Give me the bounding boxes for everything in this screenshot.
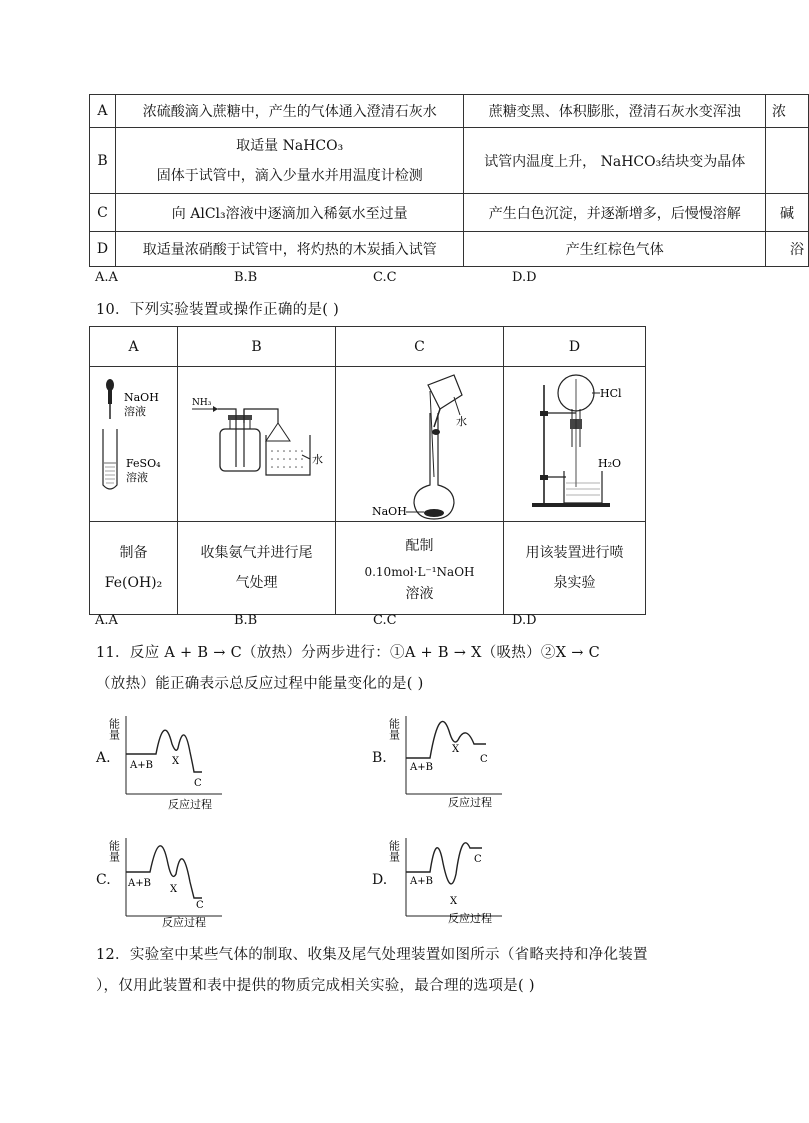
option-c[interactable]: C.C [373,270,397,285]
question-11-line-2: （放热）能正确表示总反应过程中能量变化的是( ) [96,676,424,692]
header-a: A [90,327,178,367]
graph-a-letter[interactable]: A. [96,750,111,766]
graph-a-xlabel: 反应过程 [168,798,212,811]
graph-b-letter[interactable]: B. [372,750,387,766]
graph-b-ab: A+B [410,762,433,773]
operation-cell: 浓硫酸滴入蔗糖中，产生的气体通入澄清石灰水 [115,95,463,128]
phenomenon-cell: 产生白色沉淀，并逐渐增多，后慢慢溶解 [464,194,766,232]
operation-line-2: 固体于试管中，滴入少量水并用温度计检测 [156,167,423,184]
graph-b-xlabel: 反应过程 [448,796,492,809]
conclusion-cell: 浓 [765,95,808,128]
row-key: A [90,95,116,128]
energy-graph-d [387,824,510,936]
hcl-label: HCl [600,387,622,400]
desc-c [336,522,504,615]
ammonia-collection-diagram [178,367,335,517]
fountain-experiment-diagram [504,367,645,517]
graph-d-c: C [474,854,482,865]
desc-c-line-1: 配制 [405,538,434,554]
q10-option-b[interactable]: B.B [234,613,258,628]
graph-b-ylabel: 能量 [387,718,401,740]
conclusion-cell: 碱 [765,194,808,232]
conclusion-cell: 浴 [765,232,808,267]
apparatus-d-cell [504,367,646,522]
desc-d-line-2: 泉实验 [553,575,596,591]
naoh-solution-label: 溶液 [124,405,146,418]
desc-a-line-1: 制备 [119,545,148,561]
operation-line-1: 取适量 NaHCO₃ [236,137,344,154]
desc-b-line-2: 气处理 [235,575,278,591]
graph-c-letter[interactable]: C. [96,872,111,888]
row-key: B [90,128,116,194]
header-c: C [336,327,504,367]
water-label: 水 [312,453,323,466]
graph-a-ylabel: 能量 [107,718,121,740]
q10-option-d[interactable]: D.D [512,613,537,628]
desc-d [504,522,646,615]
conclusion-cell [765,128,808,194]
desc-c-line-3: 溶液 [405,586,434,602]
header-d: D [504,327,646,367]
desc-d-line-1: 用该装置进行喷 [525,545,624,561]
graph-b-c: C [480,754,488,765]
option-d[interactable]: D.D [512,270,537,285]
feso4-label: FeSO₄ [126,457,161,470]
option-b[interactable]: B.B [234,270,258,285]
graph-a-ab: A+B [130,760,153,771]
row-key: C [90,194,116,232]
question-12-line-1: 12．实验室中某些气体的制取、收集及尾气处理装置如图所示（省略夹持和净化装置 [96,947,648,963]
graph-d-xlabel: 反应过程 [448,912,492,925]
graph-d-letter[interactable]: D. [372,872,388,888]
graph-d-x: X [450,896,458,907]
row-key: D [90,232,116,267]
question-12-line-2: ），仅用此装置和表中提供的物质完成相关实验，最合理的选项是( ) [96,978,535,994]
apparatus-a-cell [90,367,178,522]
operation-cell: 取适量浓硝酸于试管中，将灼热的木炭插入试管 [115,232,463,267]
operation-cell [115,128,463,194]
option-a[interactable]: A.A [95,270,118,285]
naoh-label: NaOH [124,391,159,404]
c-water-label: 水 [456,415,467,428]
question-11-line-1: 11．反应 A + B → C（放热）分两步进行：①A + B → X（吸热）②X → C [96,645,600,661]
phenomenon-cell: 蔗糖变黑、体积膨胀，澄清石灰水变浑浊 [464,95,766,128]
phenomenon-cell: 产生红棕色气体 [464,232,766,267]
h2o-label: H₂O [598,457,622,470]
graph-c-ab: A+B [128,878,151,889]
graph-d-ab: A+B [410,876,433,887]
apparatus-b-cell [178,367,336,522]
volumetric-flask-diagram [336,367,503,517]
q10-option-a[interactable]: A.A [95,613,118,628]
header-b: B [178,327,336,367]
desc-b [178,522,336,615]
question-10-stem: 10．下列实验装置或操作正确的是( ) [96,302,340,318]
question-9-table [89,94,809,267]
nh3-label: NH₃ [192,398,212,408]
graph-c-xlabel: 反应过程 [162,916,206,929]
apparatus-c-cell [336,367,504,522]
desc-a-line-2: Fe(OH)₂ [104,575,163,591]
graph-a-x: X [172,756,180,767]
graph-c-c: C [196,900,204,911]
desc-a [90,522,178,615]
graph-b-x: X [452,744,460,755]
question-10-table [89,326,646,615]
operation-cell: 向 AlCl₃溶液中逐滴加入稀氨水至过量 [115,194,463,232]
desc-b-line-1: 收集氨气并进行尾 [200,545,313,561]
energy-graph-a [107,702,230,814]
energy-graph-c [107,824,230,936]
graph-d-ylabel: 能量 [387,840,401,862]
naoh-solid-label: NaOH [372,505,407,518]
graph-c-x: X [170,884,178,895]
phenomenon-cell: 试管内温度上升， NaHCO₃结块变为晶体 [464,128,766,194]
graph-c-ylabel: 能量 [107,840,121,862]
dropper-test-tube-diagram [90,367,177,517]
graph-a-c: C [194,778,202,789]
energy-graph-b [387,702,510,814]
feso4-solution-label: 溶液 [126,471,148,484]
desc-c-line-2: 0.10mol·L⁻¹NaOH [364,565,475,579]
q10-option-c[interactable]: C.C [373,613,397,628]
